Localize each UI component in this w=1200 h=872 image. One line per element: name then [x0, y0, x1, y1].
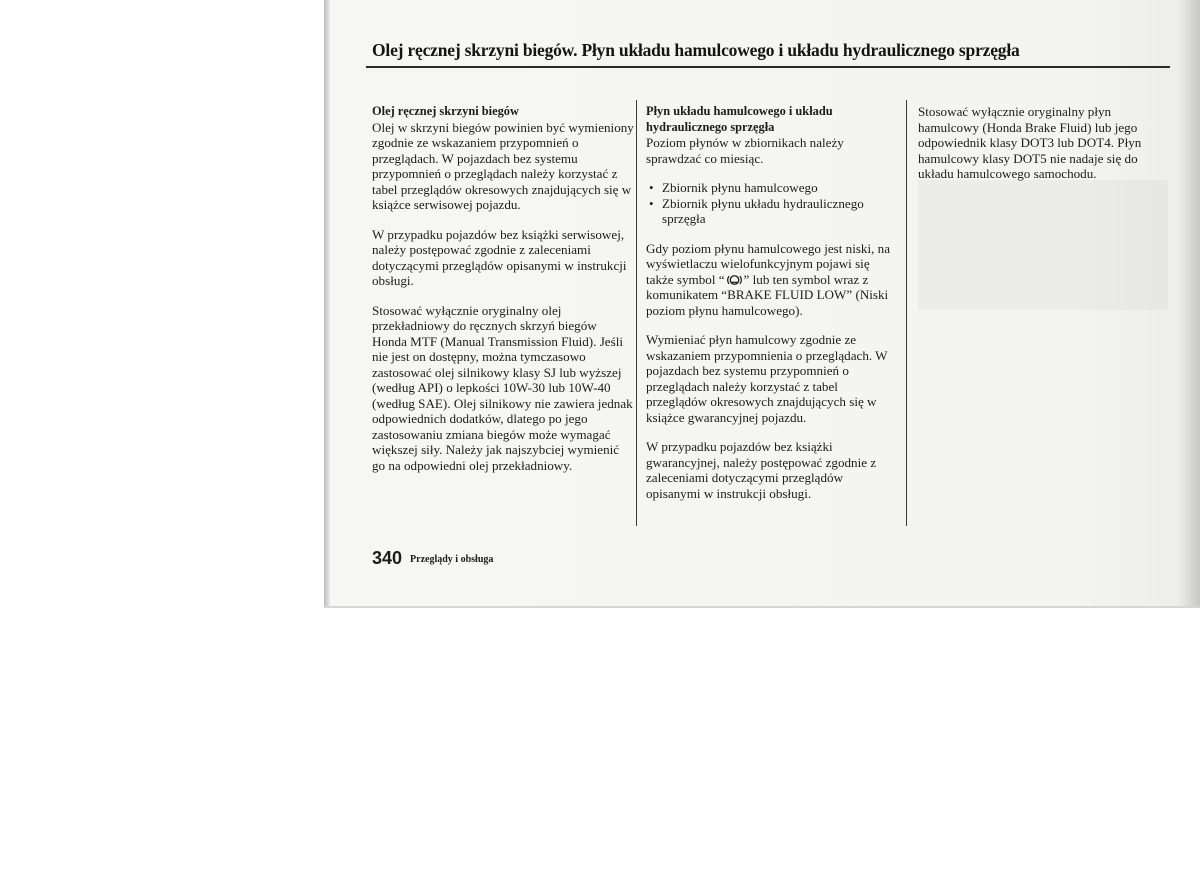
- page-edge-shadow: [1178, 0, 1200, 606]
- bleed-through-image: [918, 180, 1168, 310]
- column-brake-fluid-type: [918, 104, 1162, 196]
- page-footer: [372, 548, 493, 569]
- low-fluid-text-a: Gdy poziom płynu hamulcowego jest niski, na wyświetlaczu wielofunkcyjnym pojawi się także symbol “: [646, 240, 891, 287]
- column-brake-fluid: [646, 104, 896, 515]
- section-heading-brake-fluid: Płyn układu hamulcowego i układu hydraulicznego sprzęgła: [646, 104, 833, 134]
- paragraph-replace-fluid: Wymieniać płyn hamulcowy zgodnie ze wskazaniem przypomnienia o przeglądach. W pojazdach bez systemu przypomnień o przeglądach należy korzystać z tabel przeglądów okresowych znajdujących się w książce gwarancyjnej pojazdu.: [646, 332, 888, 425]
- reservoir-list: [646, 180, 896, 227]
- paragraph-oil-mtf: Stosować wyłącznie oryginalny olej przekładniowy do ręcznych skrzyń biegów Honda MTF (Manual Transmission Fluid). Jeśli nie jest on dostępny, można tymczasowo zastosować olej silnikowy klasy SJ lub wyższej (według API) o lepkości 10W-30 lub 10W-40 (według SAE). Olej silnikowy nie zawiera jednak odpowiednich dodatków, dlatego po jego zastosowaniu zmiana biegów może wymagać większej siły. Należy jak najszybciej wymienić go na odpowiedni olej przekładniowy.: [372, 302, 633, 473]
- paragraph-fluid-no-booklet: W przypadku pojazdów bez książki gwarancyjnej, należy postępować zgodnie z zaleceniami dotyczącymi przeglądów opisanymi w instrukcji obsługi.: [646, 439, 877, 501]
- list-item: • Zbiornik płynu hamulcowego: [646, 180, 896, 196]
- paragraph-check-monthly: Poziom płynów w zbiornikach należy sprawdzać co miesiąc.: [646, 135, 844, 166]
- section-label: Przeglądy i obsługa: [410, 554, 494, 565]
- column-manual-transmission-oil: [372, 104, 634, 487]
- column-divider: [906, 100, 907, 526]
- paragraph-fluid-type: Stosować wyłącznie oryginalny płyn hamulcowy (Honda Brake Fluid) lub jego odpowiednik klasy DOT3 lub DOT4. Płyn hamulcowy klasy DOT5 nie nadaje się do układu hamulcowego samochodu.: [918, 104, 1142, 181]
- low-fluid-text-b: ” lub ten symbol wraz z komunikatem “BRAKE FLUID LOW” (Niski poziom płynu hamulcowego).: [646, 271, 889, 318]
- paragraph-oil-no-booklet: W przypadku pojazdów bez książki serwisowej, należy postępować zgodnie z zaleceniami dotyczącymi przeglądów opisanymi w instrukcji obsługi.: [372, 226, 627, 288]
- brake-warning-icon: [727, 274, 742, 286]
- paragraph-low-fluid: [646, 241, 896, 319]
- page-number: 340: [372, 548, 403, 568]
- column-divider: [636, 100, 637, 526]
- section-heading-transmission-oil: Olej ręcznej skrzyni biegów: [372, 104, 519, 118]
- title-rule: [366, 66, 1170, 68]
- page-title: Olej ręcznej skrzyni biegów. Płyn układu hamulcowego i układu hydraulicznego sprzęgła: [372, 40, 1020, 60]
- paragraph-oil-replacement: Olej w skrzyni biegów powinien być wymieniony zgodnie ze wskazaniem przypomnień o przeglądach. W pojazdach bez systemu przypomnień o przeglądach należy korzystać z tabel przeglądów okresowych znajdujących się w książce serwisowej pojazdu.: [372, 119, 634, 212]
- list-item: • Zbiornik płynu układu hydraulicznego sprzęgła: [646, 196, 896, 227]
- page-binding-shadow: [324, 0, 330, 606]
